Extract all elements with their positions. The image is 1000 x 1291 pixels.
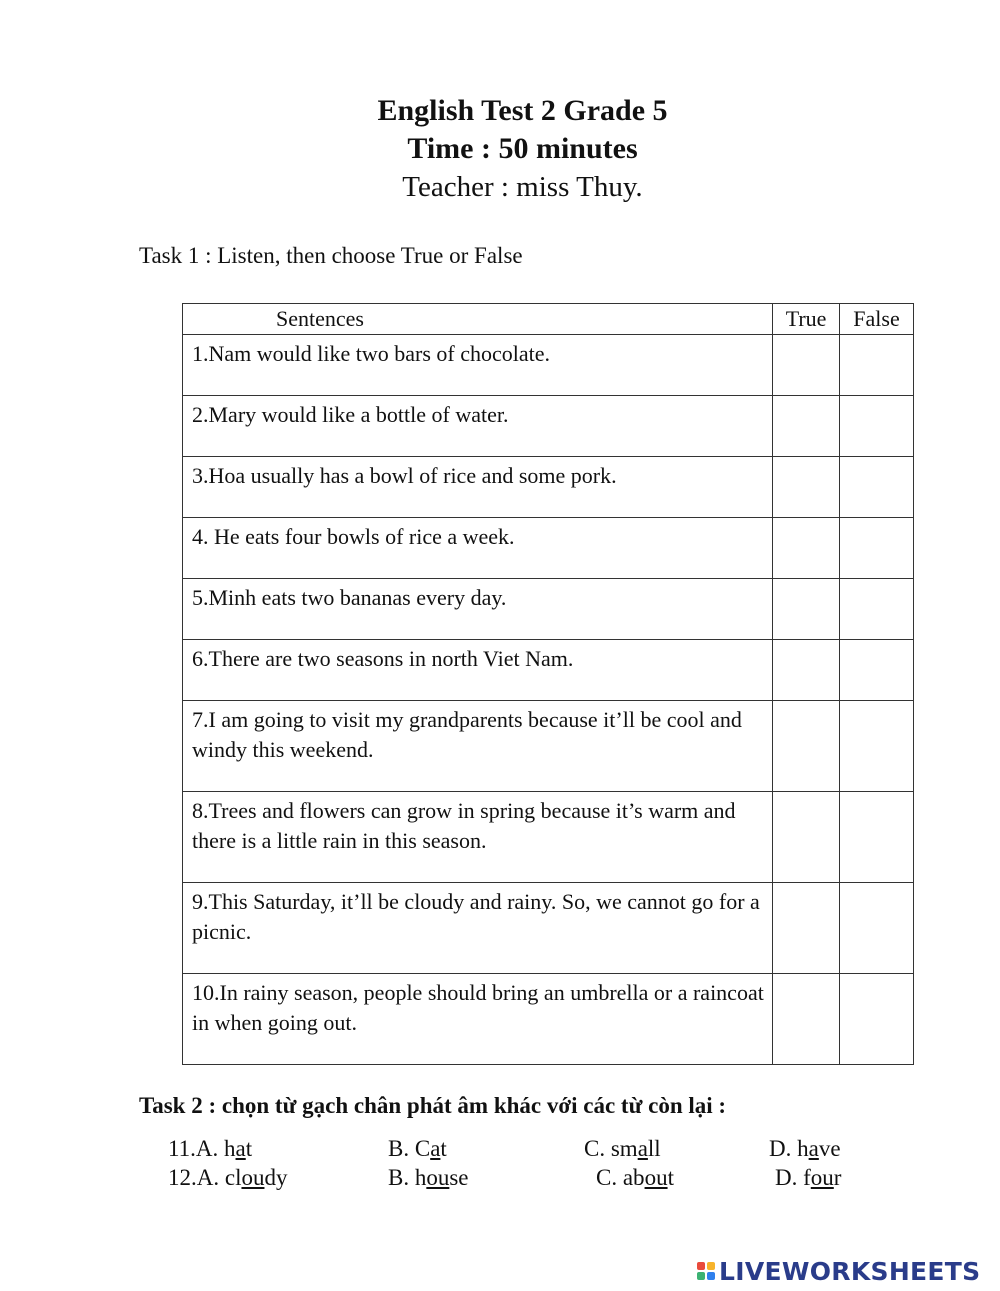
sentence-cell: 10.In rainy season, people should bring an umbrella or a raincoat in when going out. [183, 974, 773, 1065]
option-text: C. sm [584, 1136, 638, 1161]
underlined-letters: a [430, 1136, 441, 1161]
false-answer-cell[interactable] [840, 335, 914, 396]
sentence-cell: 9.This Saturday, it’ll be cloudy and rainy. So, we cannot go for a picnic. [183, 883, 773, 974]
true-answer-cell[interactable] [773, 335, 840, 396]
sentence-cell: 2.Mary would like a bottle of water. [183, 396, 773, 457]
table-row [183, 518, 914, 579]
false-answer-cell[interactable] [840, 883, 914, 974]
true-answer-cell[interactable] [773, 457, 840, 518]
table-row [183, 640, 914, 701]
underlined-letters: ou [644, 1165, 668, 1190]
underlined-letters: a [235, 1136, 246, 1161]
option-text: C. ab [596, 1165, 645, 1190]
table-row [183, 792, 914, 883]
true-answer-cell[interactable] [773, 518, 840, 579]
true-answer-cell[interactable] [773, 640, 840, 701]
false-answer-cell[interactable] [840, 457, 914, 518]
true-answer-cell[interactable] [773, 579, 840, 640]
task1-title: Task 1 : Listen, then choose True or False [139, 243, 523, 268]
sentence-cell: 3.Hoa usually has a bowl of rice and some pork. [183, 457, 773, 518]
worksheet-teacher: Teacher : miss Thuy. [402, 171, 643, 203]
sentence-cell: 5.Minh eats two bananas every day. [183, 579, 773, 640]
question-number: 12. [168, 1165, 197, 1190]
sentence-cell: 6.There are two seasons in north Viet Nam. [183, 640, 773, 701]
sentence-cell: 1.Nam would like two bars of chocolate. [183, 335, 773, 396]
worksheet-title: English Test 2 Grade 5 [377, 94, 668, 127]
false-answer-cell[interactable] [840, 792, 914, 883]
underlined-letters: a [637, 1136, 648, 1161]
option-text: ll [647, 1136, 661, 1161]
true-answer-cell[interactable] [773, 396, 840, 457]
true-answer-cell[interactable] [773, 701, 840, 792]
brand-name: LIVEWORKSHEETS [719, 1256, 981, 1286]
option-text: t [440, 1136, 447, 1161]
option-text: B. h [388, 1165, 427, 1190]
question-12-option-a[interactable] [168, 1165, 287, 1191]
option-text: dy [264, 1165, 288, 1190]
table-row [183, 335, 914, 396]
task2-title: Task 2 : chọn từ gạch chân phát âm khác với các từ còn lại : [139, 1093, 727, 1118]
underlined-letters: ou [241, 1165, 265, 1190]
underlined-letters: ou [426, 1165, 450, 1190]
option-text: D. f [775, 1165, 811, 1190]
question-12-option-b[interactable] [388, 1165, 469, 1191]
liveworksheets-logo [697, 1256, 980, 1286]
table-row [183, 883, 914, 974]
question-12-option-c[interactable] [596, 1165, 674, 1191]
question-number: 11. [168, 1136, 196, 1161]
table-row [183, 396, 914, 457]
question-11-option-a[interactable] [168, 1136, 252, 1162]
option-text: ve [818, 1136, 841, 1161]
liveworksheets-logo-icon [697, 1262, 715, 1280]
false-answer-cell[interactable] [840, 974, 914, 1065]
worksheet-header [0, 92, 1000, 206]
sentence-cell: 4. He eats four bowls of rice a week. [183, 518, 773, 579]
question-11-option-d[interactable] [769, 1136, 841, 1162]
table-header-row [183, 304, 914, 335]
option-text: A. h [195, 1136, 236, 1161]
question-11-option-c[interactable] [584, 1136, 661, 1162]
option-text: t [667, 1165, 674, 1190]
table-row [183, 579, 914, 640]
sentence-cell: 7.I am going to visit my grandparents because it’ll be cool and windy this weekend. [183, 701, 773, 792]
option-text: r [833, 1165, 842, 1190]
false-answer-cell[interactable] [840, 396, 914, 457]
sentence-cell: 8.Trees and flowers can grow in spring because it’s warm and there is a little rain in this season. [183, 792, 773, 883]
true-answer-cell[interactable] [773, 974, 840, 1065]
true-false-table [182, 303, 914, 1065]
option-text: B. C [388, 1136, 431, 1161]
question-11-option-b[interactable] [388, 1136, 447, 1162]
option-text: D. h [769, 1136, 809, 1161]
worksheet-time: Time : 50 minutes [407, 132, 638, 165]
column-header-true: True [773, 304, 840, 335]
table-row [183, 974, 914, 1065]
false-answer-cell[interactable] [840, 701, 914, 792]
underlined-letters: a [808, 1136, 819, 1161]
option-text: A. cl [196, 1165, 242, 1190]
true-answer-cell[interactable] [773, 792, 840, 883]
false-answer-cell[interactable] [840, 640, 914, 701]
column-header-sentences: Sentences [183, 304, 773, 335]
true-answer-cell[interactable] [773, 883, 840, 974]
option-text: t [245, 1136, 253, 1161]
table-row [183, 701, 914, 792]
option-text: se [449, 1165, 469, 1190]
column-header-false: False [840, 304, 914, 335]
false-answer-cell[interactable] [840, 518, 914, 579]
question-12-option-d[interactable] [775, 1165, 841, 1191]
table-row [183, 457, 914, 518]
false-answer-cell[interactable] [840, 579, 914, 640]
underlined-letters: ou [810, 1165, 834, 1190]
